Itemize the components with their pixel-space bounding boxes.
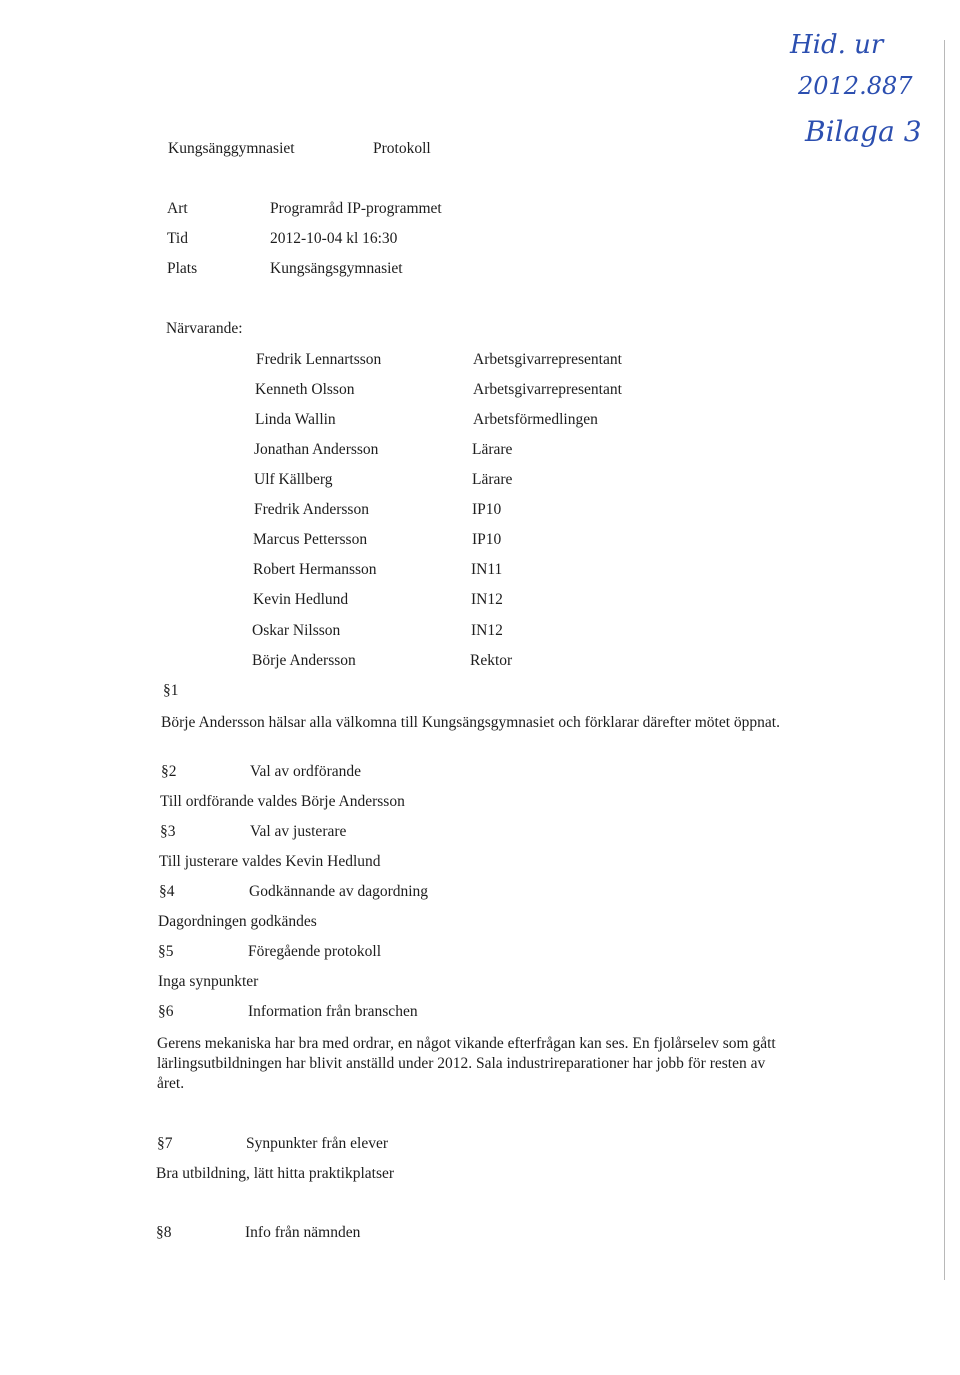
section-title: Val av ordförande bbox=[250, 763, 362, 780]
attendee-name: Kevin Hedlund bbox=[253, 591, 349, 608]
section-number: §1 bbox=[163, 682, 179, 699]
section-title: Information från branschen bbox=[248, 1003, 418, 1020]
attendee-role: IP10 bbox=[472, 531, 502, 548]
meta-label-plats: Plats bbox=[167, 260, 198, 277]
attendee-role: Lärare bbox=[472, 471, 513, 488]
attendee-name: Börje Andersson bbox=[252, 652, 356, 669]
section-number: §7 bbox=[157, 1135, 173, 1152]
attendee-role: Arbetsförmedlingen bbox=[473, 411, 598, 428]
attendee-role: IP10 bbox=[472, 501, 502, 518]
section-body: Börje Andersson hälsar alla välkomna till Kungsängsgymnasiet och förklarar därefter mötet öppnat. bbox=[161, 714, 780, 731]
document-type: Protokoll bbox=[373, 140, 431, 157]
scan-edge-line bbox=[944, 40, 945, 1280]
attendee-name: Oskar Nilsson bbox=[252, 622, 341, 639]
section-body: Inga synpunkter bbox=[158, 973, 259, 990]
section-body: Bra utbildning, lätt hitta praktikplatser bbox=[156, 1165, 395, 1182]
section-number: §5 bbox=[158, 943, 174, 960]
attendee-role: Arbetsgivarrepresentant bbox=[473, 381, 622, 398]
attendee-role: Rektor bbox=[470, 652, 513, 669]
attendee-role: Lärare bbox=[472, 441, 513, 458]
attendee-name: Robert Hermansson bbox=[253, 561, 377, 578]
section-body: Till ordförande valdes Börje Andersson bbox=[160, 793, 405, 810]
attendee-role: IN11 bbox=[471, 561, 503, 578]
handwritten-note-1: Hid. ur bbox=[790, 30, 884, 60]
meta-value-art: Programråd IP-programmet bbox=[270, 200, 442, 217]
section-number: §4 bbox=[159, 883, 175, 900]
section-title: Synpunkter från elever bbox=[246, 1135, 389, 1152]
attendee-role: Arbetsgivarrepresentant bbox=[473, 351, 622, 368]
section-number: §3 bbox=[160, 823, 176, 840]
attendee-role: IN12 bbox=[471, 622, 503, 639]
meta-label-tid: Tid bbox=[167, 230, 188, 247]
section-number: §2 bbox=[161, 763, 177, 780]
section-body: Gerens mekaniska har bra med ordrar, en något vikande efterfrågan kan ses. En fjolårselev som gått lärlingsutbildningen har blivit anställd under 2012. Sala industrireparationer har jobb för resten av året. bbox=[157, 1035, 776, 1092]
attendees-label: Närvarande: bbox=[166, 320, 243, 337]
handwritten-note-2: 2012.887 bbox=[798, 72, 913, 100]
attendee-name: Marcus Pettersson bbox=[253, 531, 368, 548]
attendee-role: IN12 bbox=[471, 591, 503, 608]
meta-value-tid: 2012-10-04 kl 16:30 bbox=[270, 230, 398, 247]
attendee-name: Fredrik Andersson bbox=[254, 501, 369, 518]
section-title: Föregående protokoll bbox=[248, 943, 382, 960]
section-title: Info från nämnden bbox=[245, 1224, 361, 1241]
handwritten-note-3: Bilaga 3 bbox=[805, 115, 922, 148]
attendee-name: Jonathan Andersson bbox=[254, 441, 379, 458]
section-title: Godkännande av dagordning bbox=[249, 883, 429, 900]
attendee-name: Kenneth Olsson bbox=[255, 381, 355, 398]
attendee-name: Fredrik Lennartsson bbox=[256, 351, 382, 368]
meta-value-plats: Kungsängsgymnasiet bbox=[270, 260, 403, 277]
meta-label-art: Art bbox=[167, 200, 188, 217]
school-name: Kungsänggymnasiet bbox=[168, 140, 295, 157]
attendee-name: Ulf Källberg bbox=[254, 471, 333, 488]
section-body: Till justerare valdes Kevin Hedlund bbox=[159, 853, 381, 870]
section-body: Dagordningen godkändes bbox=[158, 913, 317, 930]
section-number: §8 bbox=[156, 1224, 172, 1241]
section-number: §6 bbox=[158, 1003, 174, 1020]
section-title: Val av justerare bbox=[250, 823, 347, 840]
attendee-name: Linda Wallin bbox=[255, 411, 336, 428]
